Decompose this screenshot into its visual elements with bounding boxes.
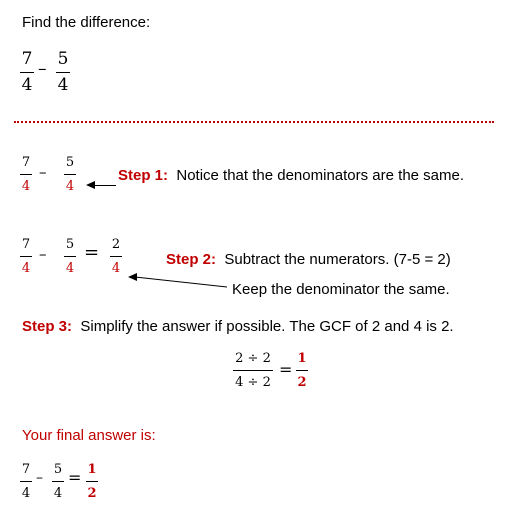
fraction-a-denominator: 4 <box>21 75 33 95</box>
fraction-bar <box>64 256 76 257</box>
arrow-line <box>92 185 116 186</box>
fraction-b <box>52 463 64 500</box>
fraction-b-denominator: 4 <box>57 75 69 95</box>
step-2-instruction <box>166 251 451 268</box>
fraction-b <box>64 156 76 193</box>
gcf-denominator: 4 ÷ 2 <box>235 375 271 390</box>
fraction-a-numerator: 7 <box>21 462 31 477</box>
fraction-b-numerator: 5 <box>65 155 75 170</box>
fraction-bar <box>20 256 32 257</box>
fraction-a-denominator: 4 <box>21 179 31 194</box>
step-2-label: Step 2: <box>166 251 217 268</box>
fraction-a <box>20 156 32 193</box>
fraction-a <box>20 238 32 275</box>
fraction-a-numerator: 7 <box>21 155 31 170</box>
step-1-instruction <box>118 167 464 184</box>
simplified-denominator: 2 <box>297 375 307 390</box>
gcf-numerator: 2 ÷ 2 <box>235 351 271 366</box>
equals-sign: = <box>68 468 82 487</box>
fraction-bar <box>64 174 76 175</box>
minus-sign: – <box>39 163 47 181</box>
fraction-a <box>20 51 34 94</box>
fraction-a-denominator: 4 <box>21 486 31 501</box>
minus-sign: – <box>39 245 47 263</box>
result-fraction <box>110 238 122 275</box>
step-1-label: Step 1: <box>118 167 169 184</box>
result-numerator: 2 <box>111 237 121 252</box>
minus-sign: – <box>36 470 43 486</box>
fraction-bar <box>56 72 70 73</box>
fraction-bar <box>52 481 64 482</box>
fraction-b-denominator: 4 <box>65 261 75 276</box>
fraction-bar <box>20 72 34 73</box>
step-2-text: Subtract the numerators. (7-5 = 2) <box>224 251 451 268</box>
fraction-bar <box>20 481 32 482</box>
fraction-b-numerator: 5 <box>53 462 63 477</box>
final-numerator: 1 <box>87 462 97 477</box>
result-denominator: 4 <box>111 261 121 276</box>
fraction-bar <box>110 256 122 257</box>
fraction-bar <box>233 370 273 371</box>
gcf-division-fraction <box>233 352 273 389</box>
simplified-numerator: 1 <box>297 351 307 366</box>
simplified-fraction <box>296 352 308 389</box>
step-3-instruction <box>22 318 454 335</box>
fraction-b <box>64 238 76 275</box>
fraction-a-numerator: 7 <box>21 237 31 252</box>
fraction-b-denominator: 4 <box>65 179 75 194</box>
page-title: Find the difference: <box>22 14 151 31</box>
final-fraction <box>86 463 98 500</box>
section-divider <box>14 121 494 123</box>
fraction-bar <box>20 174 32 175</box>
fraction-a <box>20 463 32 500</box>
step-3-text: Simplify the answer if possible. The GCF of 2 and 4 is 2. <box>80 318 454 335</box>
fraction-b-numerator: 5 <box>57 49 69 69</box>
equals-sign: = <box>279 360 293 379</box>
fraction-b-denominator: 4 <box>53 486 63 501</box>
fraction-a-denominator: 4 <box>21 261 31 276</box>
arrow-line <box>135 272 227 288</box>
step-3-label: Step 3: <box>22 318 73 335</box>
step-2-note: Keep the denominator the same. <box>232 281 450 298</box>
fraction-bar <box>296 370 308 371</box>
fraction-a-numerator: 7 <box>21 49 33 69</box>
final-denominator: 2 <box>87 486 97 501</box>
final-answer-label: Your final answer is: <box>22 427 156 444</box>
fraction-b-numerator: 5 <box>65 237 75 252</box>
equals-sign: = <box>84 242 100 263</box>
fraction-b <box>56 51 70 94</box>
minus-sign: – <box>38 59 47 79</box>
fraction-bar <box>86 481 98 482</box>
step-1-text: Notice that the denominators are the same. <box>176 167 465 184</box>
